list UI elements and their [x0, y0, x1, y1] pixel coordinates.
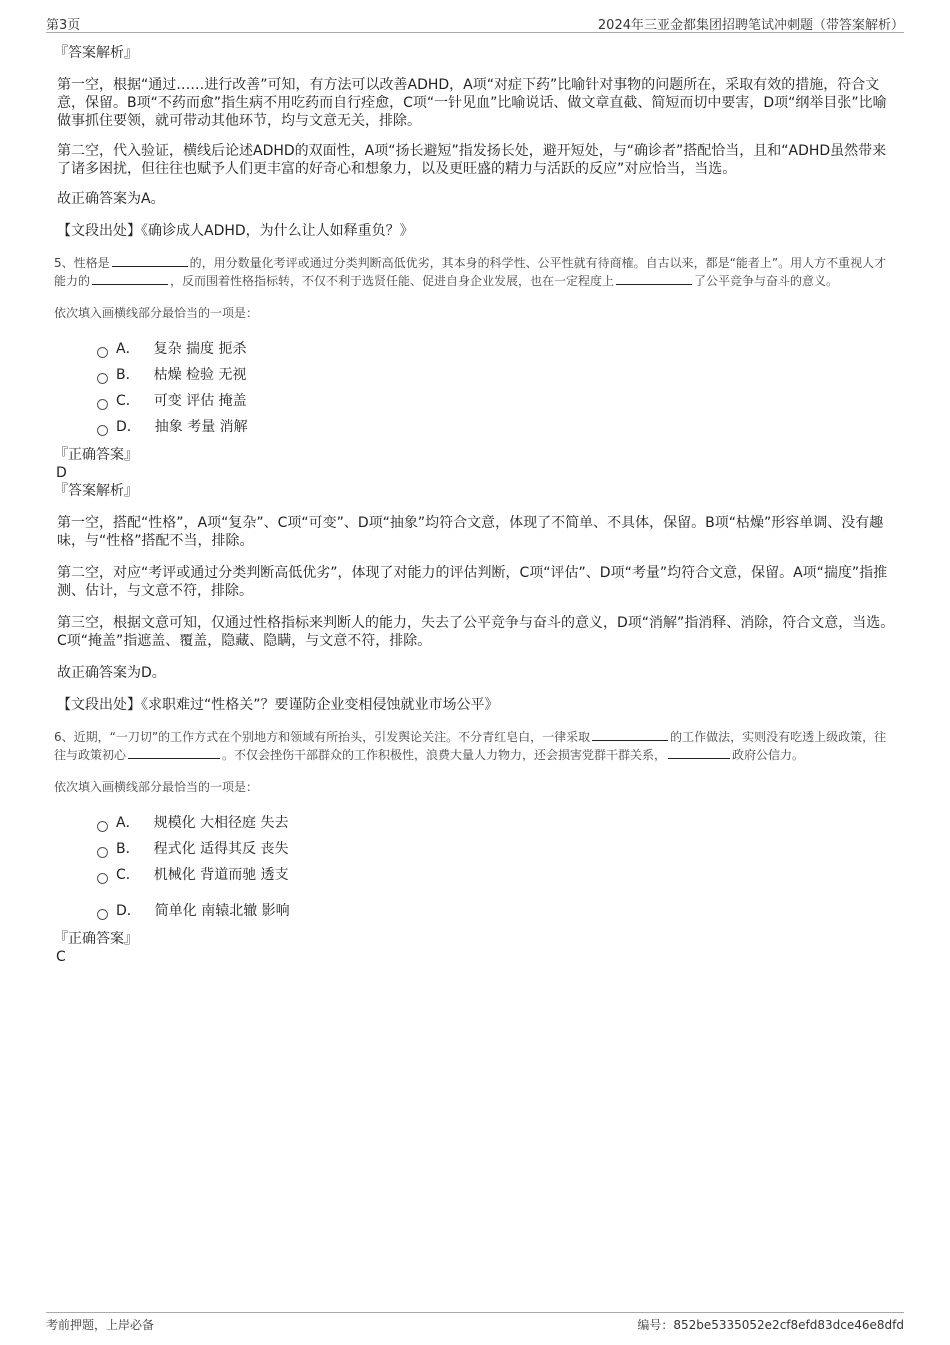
source-citation: 【文段出处】《求职难过“性格关”？要谨防企业变相侵蚀就业市场公平》	[57, 697, 499, 713]
answer-blank	[592, 728, 668, 741]
analysis-label: 『答案解析』	[54, 483, 138, 499]
option-a[interactable]: A． 规模化 大相径庭 失去	[97, 810, 897, 836]
radio-icon[interactable]	[97, 399, 108, 410]
option-a[interactable]: A． 复杂 揣度 扼杀	[97, 336, 897, 362]
option-d[interactable]: D． 简单化 南辕北辙 影响	[97, 898, 897, 924]
option-b[interactable]: B． 枯燥 检验 无视	[97, 362, 897, 388]
analysis-paragraph: 第二空，对应“考评或通过分类判断高低优劣”，体现了对能力的评估判断，C项“评估”、D项“考量”均符合文意，保留。A项“揣度”指推测、估计，与文意不符，排除。	[57, 565, 888, 599]
question-instruction: 依次填入画横线部分最恰当的一项是：	[54, 306, 259, 320]
option-list	[97, 810, 897, 924]
answer-blank	[668, 746, 730, 759]
page-footer	[46, 1312, 904, 1335]
analysis-paragraph: 第一空，根据“通过……进行改善”可知，有方法可以改善ADHD，A项“对症下药”比喻针对事物的问题所在，采取有效的措施，符合文意，保留。B项“不药而愈”指生病不用吃药而自行痊愈，C项“一针见血”比喻说话、做文章直截、简短而切中要害，D项“纲举目张”比喻做事抓住要领，就可带动其他环节，均与文意无关，排除。	[57, 77, 887, 129]
page-content	[54, 44, 897, 966]
radio-icon[interactable]	[97, 425, 108, 436]
option-list	[97, 336, 897, 440]
answer-statement: 故正确答案为D。	[57, 665, 166, 681]
answer-blank	[112, 254, 188, 267]
radio-icon[interactable]	[97, 373, 108, 384]
footer-slogan: 考前押题，上岸必备	[46, 1318, 155, 1332]
page-number: 第3页	[46, 18, 81, 33]
correct-answer-label: 『正确答案』	[54, 447, 138, 463]
radio-icon[interactable]	[97, 873, 108, 884]
analysis-paragraph: 第二空，代入验证，横线后论述ADHD的双面性，A项“扬长避短”指发扬长处，避开短处，与“确诊者”搭配恰当，且和“ADHD虽然带来了诸多困扰，但往往也赋予人们更丰富的好奇心和想象力，以及更旺盛的精力与活跃的反应”对应恰当，当选。	[57, 143, 887, 177]
option-d[interactable]: D． 抽象 考量 消解	[97, 414, 897, 440]
correct-answer: C	[56, 949, 66, 965]
document-id: 编号：852be5335052e2cf8efd83dce46e8dfd	[637, 1318, 904, 1332]
radio-icon[interactable]	[97, 347, 108, 358]
correct-answer-label: 『正确答案』	[54, 931, 138, 947]
analysis-paragraph: 第一空，搭配“性格”，A项“复杂”、C项“可变”、D项“抽象”均符合文意，体现了不简单、不具体，保留。B项“枯燥”形容单调、没有趣味，与“性格”搭配不当，排除。	[57, 515, 884, 549]
correct-answer: D	[56, 465, 67, 481]
option-c[interactable]: C． 机械化 背道而驰 透支	[97, 862, 897, 888]
answer-blank	[128, 746, 220, 759]
radio-icon[interactable]	[97, 909, 108, 920]
question-stem: 6、近期，“一刀切”的工作方式在个别地方和领域有所抬头，引发舆论关注。不分青红皂白，一律采取 的工作做法，实则没有吃透上级政策，往往与政策初心 。不仅会挫伤干部群众的工作积极性，浪费大量人力物力，还会损害党群干群关系， 政府公信力。	[54, 730, 887, 762]
question-instruction: 依次填入画横线部分最恰当的一项是：	[54, 780, 259, 794]
analysis-paragraph: 第三空，根据文意可知，仅通过性格指标来判断人的能力，失去了公平竞争与奋斗的意义，D项“消解”指消释、消除，符合文意，当选。C项“掩盖”指遮盖、覆盖，隐藏、隐瞒，与文意不符，排除。	[57, 615, 895, 649]
question-stem: 5、性格是 的，用分数量化考评或通过分类判断高低优劣，其本身的科学性、公平性就有待商榷。自古以来，都是“能者上”。用人方不重视人才能力的 ，反而围着性格指标转，不仅不利于选贤任能、促进自身企业发展，也在一定程度上 了公平竞争与奋斗的意义。	[54, 256, 887, 288]
answer-blank	[92, 272, 168, 285]
source-citation: 【文段出处】《确诊成人ADHD，为什么让人如释重负？》	[57, 223, 414, 239]
radio-icon[interactable]	[97, 821, 108, 832]
answer-statement: 故正确答案为A。	[57, 191, 165, 207]
page-header	[46, 14, 904, 33]
radio-icon[interactable]	[97, 847, 108, 858]
analysis-label: 『答案解析』	[54, 45, 138, 61]
answer-blank	[616, 272, 692, 285]
document-title: 2024年三亚金都集团招聘笔试冲刺题（带答案解析）	[597, 18, 904, 33]
option-c[interactable]: C． 可变 评估 掩盖	[97, 388, 897, 414]
option-b[interactable]: B． 程式化 适得其反 丧失	[97, 836, 897, 862]
